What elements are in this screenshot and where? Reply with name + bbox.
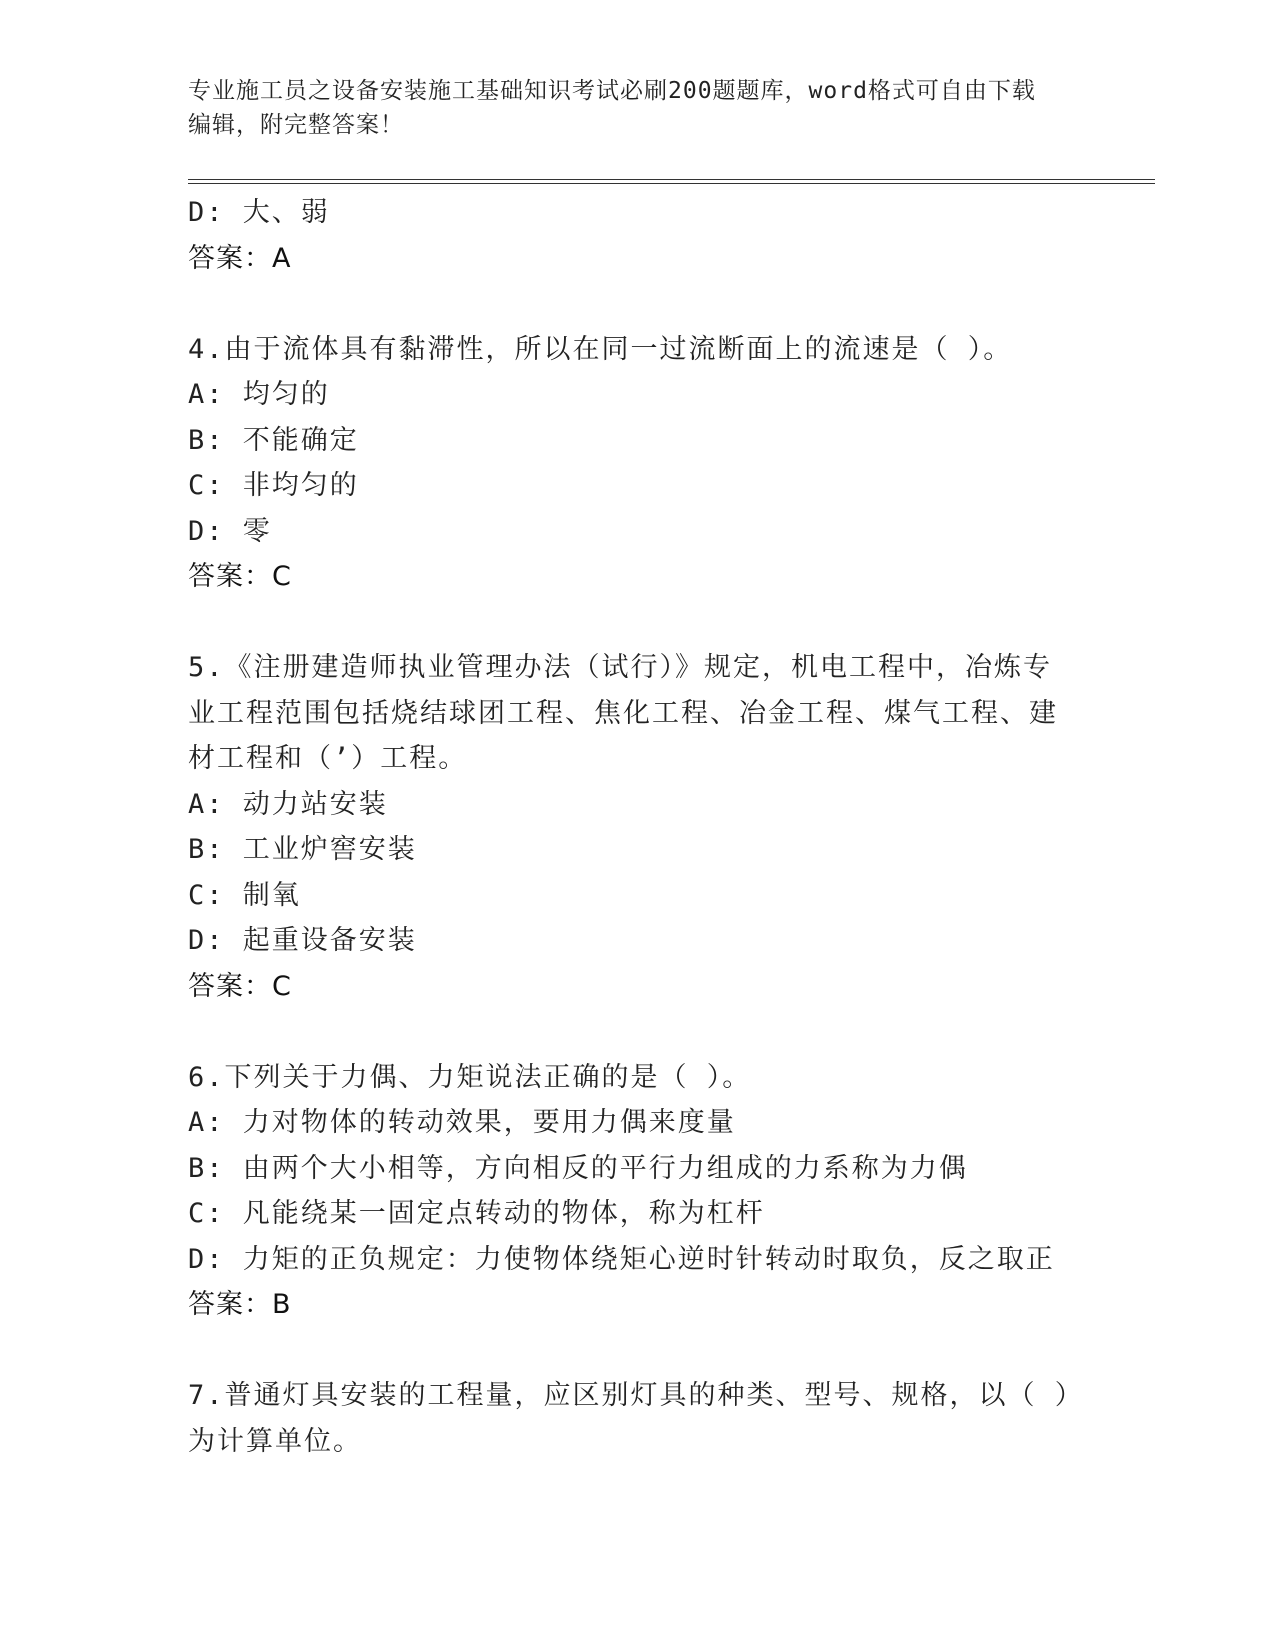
answer-line: 答案：C bbox=[188, 561, 292, 592]
document-header bbox=[188, 74, 1088, 142]
option-c: C: 制氧 bbox=[188, 879, 301, 911]
option-a: A: 力对物体的转动效果，要用力偶来度量 bbox=[188, 1107, 736, 1138]
question-5 bbox=[188, 645, 1088, 1009]
option-b: B: 不能确定 bbox=[188, 424, 359, 456]
question-content bbox=[188, 190, 1088, 1464]
header-title-line-1: 专业施工员之设备安装施工基础知识考试必刷200题题库，word格式可自由下载 bbox=[188, 78, 1036, 104]
header-title-line-2: 编辑，附完整答案！ bbox=[188, 112, 404, 138]
answer-line: 答案：A bbox=[188, 242, 292, 274]
question-text-line-1: 7.普通灯具安装的工程量，应区别灯具的种类、型号、规格，以（ ） bbox=[188, 1380, 1084, 1411]
option-d: D: 力矩的正负规定：力使物体绕矩心逆时针转动时取负，反之取正 bbox=[188, 1243, 1055, 1275]
option-b: B: 由两个大小相等，方向相反的平行力组成的力系称为力偶 bbox=[188, 1152, 968, 1184]
option-c: C: 非均匀的 bbox=[188, 470, 359, 501]
option-d: D: 零 bbox=[188, 515, 272, 547]
header-double-rule bbox=[188, 179, 1155, 184]
question-text-line-2: 业工程范围包括烧结球团工程、焦化工程、冶金工程、煤气工程、建 bbox=[188, 697, 1058, 729]
option-b: B: 工业炉窖安装 bbox=[188, 834, 417, 865]
option-c: C: 凡能绕某一固定点转动的物体，称为杠杆 bbox=[188, 1198, 765, 1229]
answer-line: 答案：C bbox=[188, 970, 292, 1002]
question-6 bbox=[188, 1055, 1088, 1328]
question-text: 4.由于流体具有黏滞性，所以在同一过流断面上的流速是（ ）。 bbox=[188, 333, 1013, 365]
question-7 bbox=[188, 1373, 1088, 1464]
answer-line: 答案：B bbox=[188, 1289, 292, 1320]
question-text-line-1: 5.《注册建造师执业管理办法（试行）》规定，机电工程中，冶炼专 bbox=[188, 652, 1053, 683]
option-a: A: 动力站安装 bbox=[188, 788, 388, 820]
question-text-line-2: 为计算单位。 bbox=[188, 1425, 362, 1457]
option-a: A: 均匀的 bbox=[188, 379, 330, 410]
option-d: D: 大、弱 bbox=[188, 197, 330, 228]
option-d: D: 起重设备安装 bbox=[188, 925, 417, 956]
question-text-line-3: 材工程和（’）工程。 bbox=[188, 743, 468, 774]
question-4 bbox=[188, 327, 1088, 600]
question-text: 6.下列关于力偶、力矩说法正确的是（ ）。 bbox=[188, 1061, 752, 1093]
